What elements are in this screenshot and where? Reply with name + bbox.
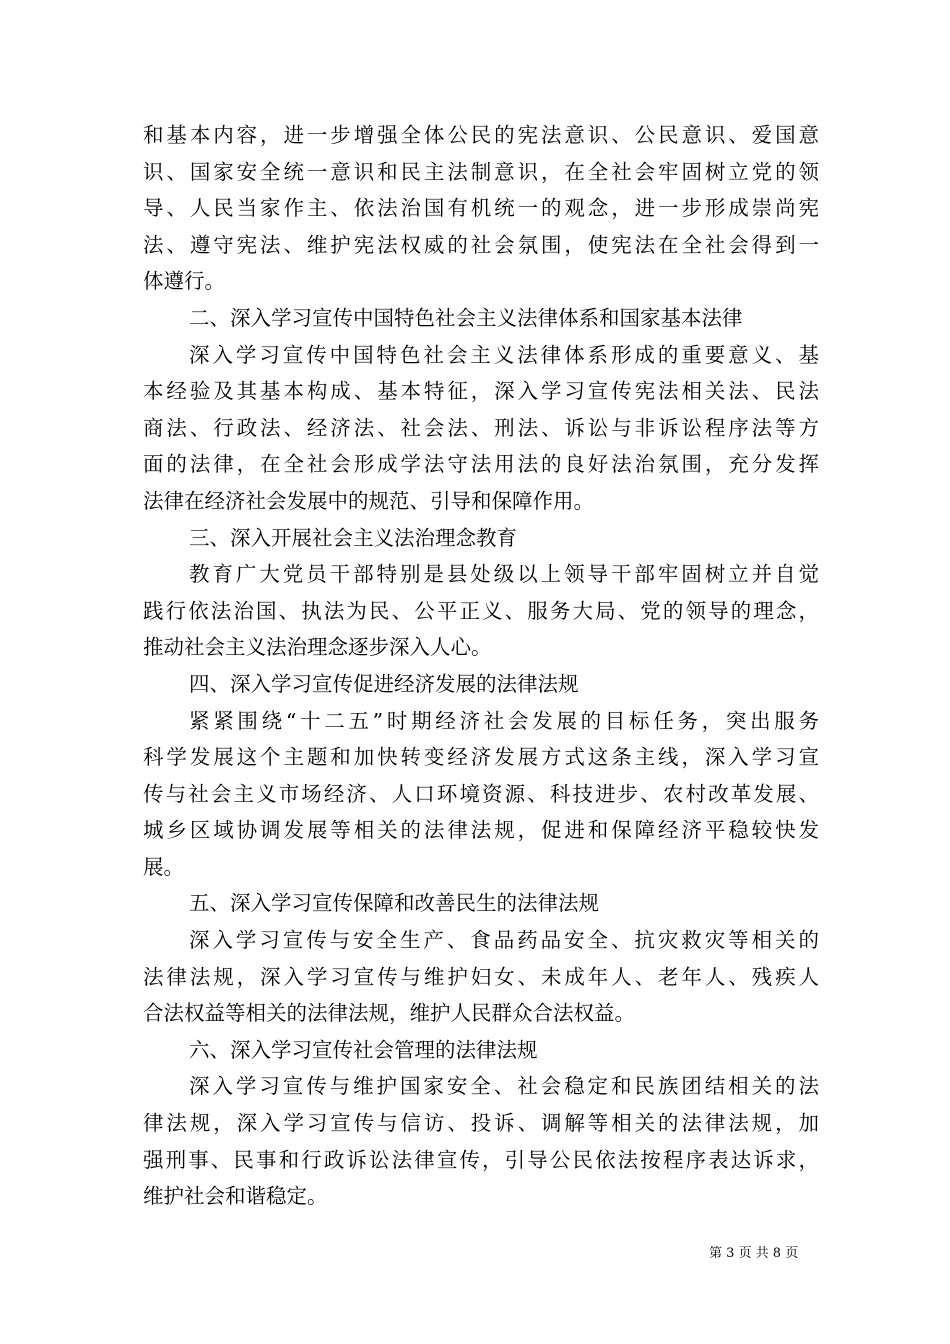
text-line: 和基本内容，进一步增强全体公民的宪法意识、公民意识、爱国意 (143, 123, 819, 147)
text-line: 深入学习宣传与维护国家安全、社会稳定和民族团结相关的法 (189, 1074, 819, 1099)
page-number: 第 3 页 共 8 页 (709, 1246, 799, 1261)
text-line: 推动社会主义法治理念逐步深入人心。 (143, 635, 492, 660)
text-line: 紧紧围绕“十二五”时期经济社会发展的目标任务，突出服务 (189, 708, 819, 733)
text-line: 四、深入学习宣传促进经济发展的法律法规 (189, 671, 579, 696)
text-line: 五、深入学习宣传保障和改善民生的法律法规 (189, 891, 599, 916)
text-line: 合法权益等相关的法律法规，维护人民群众合法权益。 (143, 1001, 635, 1026)
text-line: 识、国家安全统一意识和民主法制意识，在全社会牢固树立党的领 (143, 159, 819, 184)
text-line: 三、深入开展社会主义法治理念教育 (189, 525, 517, 550)
text-line: 维护社会和谐稳定。 (143, 1184, 328, 1209)
text-line: 六、深入学习宣传社会管理的法律法规 (189, 1037, 538, 1062)
document-body (143, 117, 819, 1215)
text-line: 体遵行。 (143, 269, 225, 294)
text-line: 法律法规，深入学习宣传与维护妇女、未成年人、老年人、残疾人 (143, 964, 819, 989)
text-line: 强刑事、民事和行政诉讼法律宣传，引导公民依法按程序表达诉求， (143, 1147, 819, 1172)
text-line: 城乡区域协调发展等相关的法律法规，促进和保障经济平稳较快发 (143, 818, 819, 843)
text-line: 科学发展这个主题和加快转变经济发展方式这条主线，深入学习宣 (143, 745, 819, 770)
text-line: 本经验及其基本构成、基本特征，深入学习宣传宪法相关法、民法 (143, 379, 819, 404)
text-line: 商法、行政法、经济法、社会法、刑法、诉讼与非诉讼程序法等方 (143, 415, 819, 440)
text-line: 传与社会主义市场经济、人口环境资源、科技进步、农村改革发展、 (143, 781, 819, 806)
text-line: 展。 (143, 854, 184, 879)
text-line: 法、遵守宪法、维护宪法权威的社会氛围，使宪法在全社会得到一 (143, 232, 819, 257)
text-line: 法律在经济社会发展中的规范、引导和保障作用。 (143, 488, 594, 513)
text-line: 二、深入学习宣传中国特色社会主义法律体系和国家基本法律 (189, 305, 743, 330)
text-line: 面的法律，在全社会形成学法守法用法的良好法治氛围，充分发挥 (143, 452, 819, 477)
text-line: 导、人民当家作主、依法治国有机统一的观念，进一步形成崇尚宪 (143, 196, 819, 221)
text-line: 教育广大党员干部特别是县处级以上领导干部牢固树立并自觉 (189, 562, 819, 587)
text-line: 深入学习宣传与安全生产、食品药品安全、抗灾救灾等相关的 (189, 928, 819, 953)
text-line: 深入学习宣传中国特色社会主义法律体系形成的重要意义、基 (189, 342, 819, 367)
text-line: 律法规，深入学习宣传与信访、投诉、调解等相关的法律法规，加 (143, 1111, 819, 1136)
text-line: 践行依法治国、执法为民、公平正义、服务大局、党的领导的理念， (143, 598, 819, 623)
